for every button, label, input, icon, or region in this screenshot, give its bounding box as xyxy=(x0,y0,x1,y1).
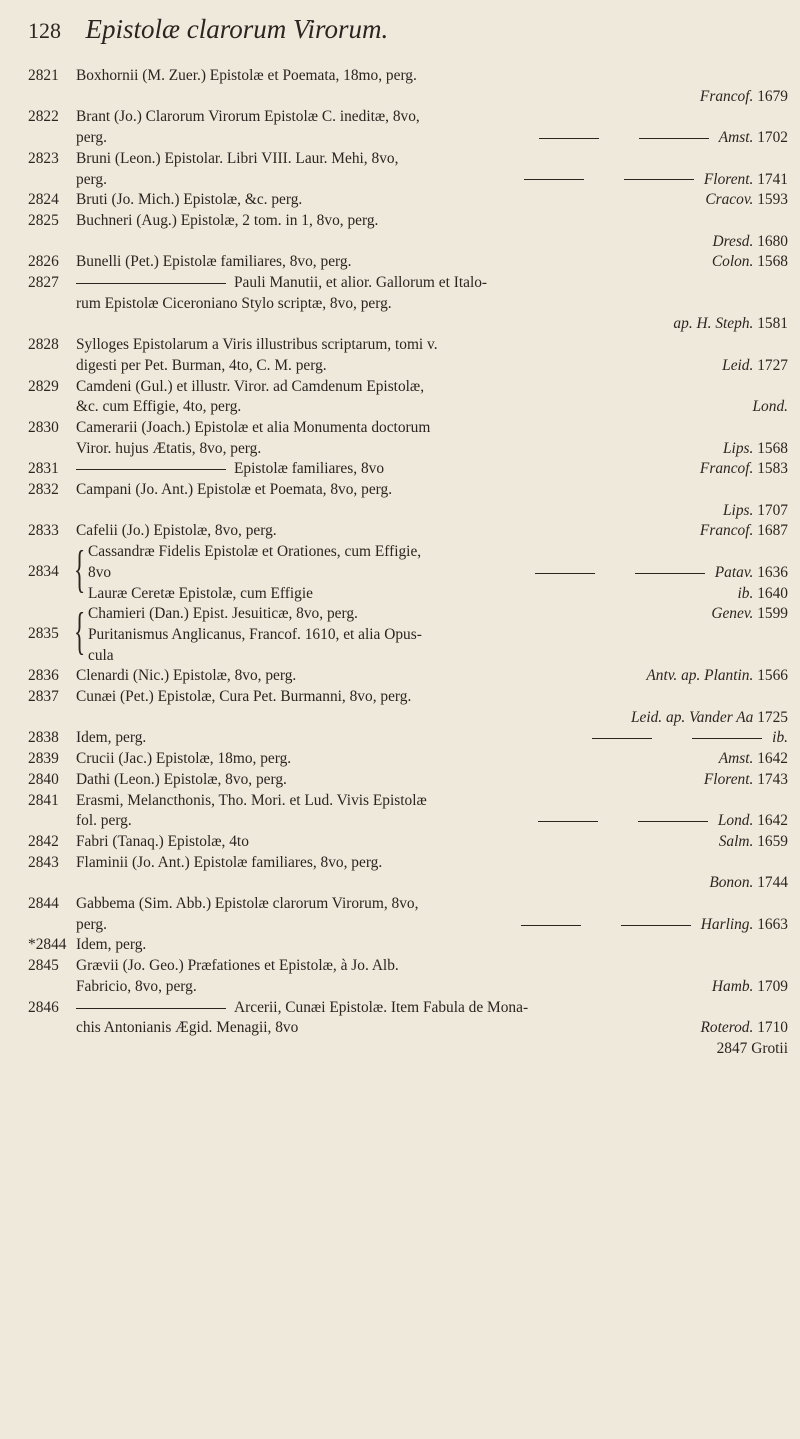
imprint-place: Colon. xyxy=(711,253,754,271)
catalogue-entry xyxy=(28,211,788,252)
catalogue-entry xyxy=(28,66,788,107)
entry-text: Cafelii (Jo.) Epistolæ, 8vo, perg. xyxy=(76,522,277,540)
entry-text: 8vo xyxy=(88,563,112,581)
imprint-year: 1581 xyxy=(753,315,788,333)
imprint xyxy=(704,770,788,791)
imprint-year: 1636 xyxy=(753,563,788,581)
imprint-place: Florent. xyxy=(703,770,754,788)
entry-line xyxy=(76,66,788,87)
entry-line xyxy=(76,791,788,812)
imprint xyxy=(722,356,788,377)
catalogue-entry xyxy=(28,542,788,604)
entry-text: Bruni (Leon.) Epistolar. Libri VIII. Laur. Mehi, 8vo, xyxy=(76,149,399,167)
entry-line xyxy=(76,894,788,915)
imprint xyxy=(700,87,788,108)
dash-rule xyxy=(538,821,598,822)
brace-mark: { xyxy=(74,603,86,661)
catalogue-entry xyxy=(28,791,788,832)
imprint-year: 1566 xyxy=(753,667,788,685)
imprint-place: Salm. xyxy=(718,832,754,850)
dash-rule xyxy=(76,469,226,470)
entry-number: 2834 xyxy=(28,563,59,581)
imprint-year: 1744 xyxy=(753,874,788,892)
entry-line xyxy=(76,956,788,977)
entry-line xyxy=(76,935,788,956)
catalogue-entry xyxy=(28,107,788,148)
imprint-year: 1680 xyxy=(753,232,788,250)
catalogue-entry xyxy=(28,252,788,273)
entry-text: Gabbema (Sim. Abb.) Epistolæ clarorum Virorum, 8vo, xyxy=(76,895,419,913)
entry-number: 2833 xyxy=(28,522,59,540)
entry-line xyxy=(76,646,788,667)
entry-text: Campani (Jo. Ant.) Epistolæ et Poemata, 8vo, perg. xyxy=(76,481,393,499)
entry-text: cula xyxy=(88,646,114,664)
imprint xyxy=(711,604,788,625)
imprint xyxy=(539,128,788,149)
entry-line xyxy=(76,998,788,1019)
imprint-year: 1709 xyxy=(753,977,788,995)
entry-line xyxy=(76,149,788,170)
entry-number: 2824 xyxy=(28,191,59,209)
imprint xyxy=(738,584,788,605)
entry-line xyxy=(76,542,788,563)
imprint-place: Amst. xyxy=(718,129,754,147)
dash-rule xyxy=(76,1008,226,1009)
dash-rule xyxy=(621,925,691,926)
entry-text: fol. perg. xyxy=(76,812,132,830)
catalogue-entry xyxy=(28,521,788,542)
entry-number: 2830 xyxy=(28,418,59,436)
entry-text: Camdeni (Gul.) et illustr. Viror. ad Camdenum Epistolæ, xyxy=(76,377,425,395)
entry-text: Fabricio, 8vo, perg. xyxy=(76,977,197,995)
dash-rule xyxy=(539,138,599,139)
entry-line xyxy=(76,252,788,273)
imprint-place: Leid. xyxy=(722,356,754,374)
entry-text: Crucii (Jac.) Epistolæ, 18mo, perg. xyxy=(76,750,292,768)
imprint-year: 1687 xyxy=(753,522,788,540)
catalogue-entry xyxy=(28,956,788,997)
entry-line xyxy=(76,190,788,211)
entry-text: Arcerii, Cunæi Epistolæ. Item Fabula de Mona- xyxy=(234,998,529,1016)
imprint-place: Dresd. xyxy=(712,232,754,250)
entry-text: perg. xyxy=(76,170,107,188)
imprint xyxy=(521,915,788,936)
entry-number: 2837 xyxy=(28,688,59,706)
imprint-year: 1727 xyxy=(753,356,788,374)
entry-line xyxy=(76,480,788,501)
imprint-place: Genev. xyxy=(711,605,754,623)
imprint xyxy=(700,1018,788,1039)
entry-number: 2831 xyxy=(28,460,59,478)
catalogue-entry xyxy=(28,149,788,190)
catalogue-entry xyxy=(28,998,788,1039)
entry-number: 2828 xyxy=(28,336,59,354)
entry-line xyxy=(76,666,788,687)
catchword: 2847 Grotii xyxy=(716,1039,788,1057)
imprint-year: 1642 xyxy=(753,812,788,830)
imprint-place: Lond. xyxy=(717,812,754,830)
imprint-year: 1568 xyxy=(753,253,788,271)
entry-text: Bunelli (Pet.) Epistolæ familiares, 8vo, perg. xyxy=(76,253,352,271)
imprint xyxy=(592,728,788,749)
imprint-place: Hamb. xyxy=(711,977,754,995)
entry-text: chis Antonianis Ægid. Menagii, 8vo xyxy=(76,1019,299,1037)
entry-line xyxy=(76,977,788,998)
entry-number: 2822 xyxy=(28,108,59,126)
catalogue-entry xyxy=(28,604,788,666)
entry-line xyxy=(76,356,788,377)
page-header xyxy=(28,14,788,50)
entry-line xyxy=(76,521,788,542)
entry-number: 2823 xyxy=(28,149,59,167)
entry-line xyxy=(76,563,788,584)
imprint-year: 1743 xyxy=(753,770,788,788)
dash-rule xyxy=(524,179,584,180)
imprint xyxy=(709,873,788,894)
entry-line xyxy=(76,397,788,418)
entry-line xyxy=(76,128,788,149)
imprint xyxy=(719,832,788,853)
entry-line xyxy=(76,1018,788,1039)
entry-line xyxy=(76,584,788,605)
imprint-place: Lips. xyxy=(722,439,754,457)
entry-line xyxy=(76,770,788,791)
imprint xyxy=(700,459,788,480)
imprint-year: 1599 xyxy=(753,605,788,623)
imprint-place: Lips. xyxy=(722,501,754,519)
catalogue-entry xyxy=(28,687,788,728)
entry-number: 2838 xyxy=(28,729,59,747)
entry-line xyxy=(76,273,788,294)
entry-number: 2825 xyxy=(28,211,59,229)
catalogue-entry xyxy=(28,894,788,935)
imprint xyxy=(535,563,788,584)
imprint xyxy=(673,314,788,335)
imprint-place: ap. H. Steph. xyxy=(673,315,754,333)
entry-line xyxy=(76,625,788,646)
imprint xyxy=(719,749,788,770)
entry-line xyxy=(76,687,788,708)
entry-number: 2846 xyxy=(28,998,59,1016)
catchword-line xyxy=(28,1039,788,1060)
entry-line xyxy=(76,107,788,128)
entry-text: Camerarii (Joach.) Epistolæ et alia Monumenta doctorum xyxy=(76,418,431,436)
catalogue-entry xyxy=(28,273,788,335)
imprint xyxy=(712,252,788,273)
entry-line xyxy=(76,294,788,315)
imprint-place: Roterod. xyxy=(700,1019,754,1037)
imprint-year: 1568 xyxy=(753,439,788,457)
imprint xyxy=(712,977,788,998)
imprint-year: 1663 xyxy=(753,915,788,933)
entry-text: &c. cum Effigie, 4to, perg. xyxy=(76,398,242,416)
imprint xyxy=(705,190,788,211)
entry-line xyxy=(76,728,788,749)
imprint-place: Harling. xyxy=(700,915,754,933)
entry-text: Idem, perg. xyxy=(76,936,147,954)
imprint xyxy=(723,439,788,460)
imprint-year: 1725 xyxy=(753,708,788,726)
running-title: Epistolæ clarorum Virorum. xyxy=(85,14,389,44)
dash-rule xyxy=(624,179,694,180)
entry-text: Erasmi, Melancthonis, Tho. Mori. et Lud. Vivis Epistolæ xyxy=(76,791,427,809)
entry-text: perg. xyxy=(76,915,107,933)
entry-text: Brant (Jo.) Clarorum Virorum Epistolæ C. ineditæ, 8vo, xyxy=(76,108,420,126)
imprint xyxy=(700,521,788,542)
imprint-place: Florent. xyxy=(703,170,754,188)
entry-line xyxy=(76,232,788,253)
entry-text: Chamieri (Dan.) Epist. Jesuiticæ, 8vo, perg. xyxy=(88,605,358,623)
imprint-place: Antv. ap. Plantin. xyxy=(646,667,754,685)
entry-number: 2835 xyxy=(28,625,59,643)
catalogue-entry xyxy=(28,853,788,894)
dash-rule xyxy=(535,573,595,574)
entry-text: Puritanismus Anglicanus, Francof. 1610, et alia Opus- xyxy=(88,625,422,643)
imprint xyxy=(631,708,788,729)
imprint xyxy=(524,170,788,191)
entry-text: Lauræ Ceretæ Epistolæ, cum Effigie xyxy=(88,584,313,602)
entry-line xyxy=(76,811,788,832)
dash-rule xyxy=(692,738,762,739)
entry-number: 2843 xyxy=(28,853,59,871)
entry-line xyxy=(76,708,788,729)
entry-text: Epistolæ familiares, 8vo xyxy=(234,460,385,478)
imprint-year: 1679 xyxy=(753,87,788,105)
imprint xyxy=(753,397,789,418)
imprint xyxy=(723,501,788,522)
entry-number: *2844 xyxy=(28,936,67,954)
entry-number: 2821 xyxy=(28,67,59,84)
entry-line xyxy=(76,604,788,625)
imprint xyxy=(538,811,788,832)
entry-text: rum Epistolæ Ciceroniano Stylo scriptæ, 8vo, perg. xyxy=(76,294,392,312)
entry-line xyxy=(76,459,788,480)
catalogue-entry xyxy=(28,459,788,480)
entry-number: 2829 xyxy=(28,377,59,395)
catalogue-entry xyxy=(28,728,788,749)
entry-number: 2839 xyxy=(28,750,59,768)
entry-line xyxy=(76,853,788,874)
imprint-place: Bonon. xyxy=(709,874,754,892)
imprint-place: Cracov. xyxy=(705,191,754,209)
catalogue-entry xyxy=(28,749,788,770)
catalogue-entry xyxy=(28,832,788,853)
entry-line xyxy=(76,915,788,936)
imprint-year: 1640 xyxy=(753,584,788,602)
catalogue-entry xyxy=(28,666,788,687)
entry-text: Sylloges Epistolarum a Viris illustribus scriptarum, tomi v. xyxy=(76,336,438,354)
entry-text: perg. xyxy=(76,129,107,147)
imprint-year: 1702 xyxy=(753,129,788,147)
entry-line xyxy=(76,873,788,894)
dash-rule xyxy=(635,573,705,574)
catalogue-entry xyxy=(28,935,788,956)
dash-rule xyxy=(638,821,708,822)
catalogue-entry xyxy=(28,418,788,459)
entry-line xyxy=(76,439,788,460)
imprint xyxy=(646,666,788,687)
entry-text: Dathi (Leon.) Epistolæ, 8vo, perg. xyxy=(76,770,287,788)
imprint xyxy=(712,232,788,253)
imprint-place: Francof. xyxy=(699,522,754,540)
entry-line xyxy=(76,749,788,770)
entry-text: Viror. hujus Ætatis, 8vo, perg. xyxy=(76,439,262,457)
entry-text: Bruti (Jo. Mich.) Epistolæ, &c. perg. xyxy=(76,191,303,209)
imprint-place: Francof. xyxy=(699,87,754,105)
catalogue-entry xyxy=(28,335,788,376)
catalogue-entry xyxy=(28,480,788,521)
entry-line xyxy=(76,501,788,522)
imprint-year: 1583 xyxy=(753,460,788,478)
entry-line xyxy=(76,314,788,335)
entry-line xyxy=(76,211,788,232)
imprint-place: Leid. ap. Vander Aa xyxy=(630,708,754,726)
imprint-year: 1710 xyxy=(753,1019,788,1037)
imprint-place: Patav. xyxy=(714,563,754,581)
entry-text: Clenardi (Nic.) Epistolæ, 8vo, perg. xyxy=(76,667,297,685)
imprint-year: 1659 xyxy=(753,832,788,850)
imprint-year: 1642 xyxy=(753,750,788,768)
entry-number: 2845 xyxy=(28,957,59,975)
catalogue-entry xyxy=(28,770,788,791)
entry-text: Cunæi (Pet.) Epistolæ, Cura Pet. Burmanni, 8vo, perg. xyxy=(76,688,412,706)
entry-text: Fabri (Tanaq.) Epistolæ, 4to xyxy=(76,832,249,850)
dash-rule xyxy=(639,138,709,139)
entry-number: 2832 xyxy=(28,481,59,499)
entry-line xyxy=(76,377,788,398)
entry-text: Pauli Manutii, et alior. Gallorum et Italo- xyxy=(234,274,488,291)
imprint-place: ib. xyxy=(737,584,754,602)
imprint-place: Amst. xyxy=(718,750,754,768)
entry-line xyxy=(76,832,788,853)
entry-text: Grævii (Jo. Geo.) Præfationes et Epistolæ, à Jo. Alb. xyxy=(76,957,399,975)
imprint-place: Francof. xyxy=(699,460,754,478)
entry-number: 2840 xyxy=(28,770,59,788)
dash-rule xyxy=(76,283,226,284)
entry-line xyxy=(76,335,788,356)
entry-text: Buchneri (Aug.) Epistolæ, 2 tom. in 1, 8vo, perg. xyxy=(76,211,379,229)
entry-line xyxy=(76,87,788,108)
dash-rule xyxy=(592,738,652,739)
entry-line xyxy=(76,170,788,191)
entry-line xyxy=(76,418,788,439)
entry-text: digesti per Pet. Burman, 4to, C. M. perg. xyxy=(76,356,327,374)
brace-mark: { xyxy=(74,541,86,599)
entry-number: 2842 xyxy=(28,832,59,850)
catalogue-entry xyxy=(28,190,788,211)
entry-text: Idem, perg. xyxy=(76,729,147,747)
entry-text: Cassandræ Fidelis Epistolæ et Orationes, cum Effigie, xyxy=(88,543,422,561)
entry-list xyxy=(28,66,788,1060)
entry-number: 2844 xyxy=(28,895,59,913)
entry-number: 2836 xyxy=(28,667,59,685)
entry-number: 2827 xyxy=(28,274,59,291)
entry-text: Boxhornii (M. Zuer.) Epistolæ et Poemata, 18mo, perg. xyxy=(76,67,417,84)
dash-rule xyxy=(521,925,581,926)
entry-number: 2826 xyxy=(28,253,59,271)
imprint-place: Lond. xyxy=(752,398,788,416)
catalogue-entry xyxy=(28,377,788,418)
imprint-year: 1707 xyxy=(753,501,788,519)
page-number: 128 xyxy=(28,18,61,43)
imprint-place: ib. xyxy=(772,729,788,747)
imprint-year: 1741 xyxy=(753,170,788,188)
entry-text: Flaminii (Jo. Ant.) Epistolæ familiares, 8vo, perg. xyxy=(76,853,383,871)
imprint-year: 1593 xyxy=(753,191,788,209)
entry-number: 2841 xyxy=(28,791,59,809)
